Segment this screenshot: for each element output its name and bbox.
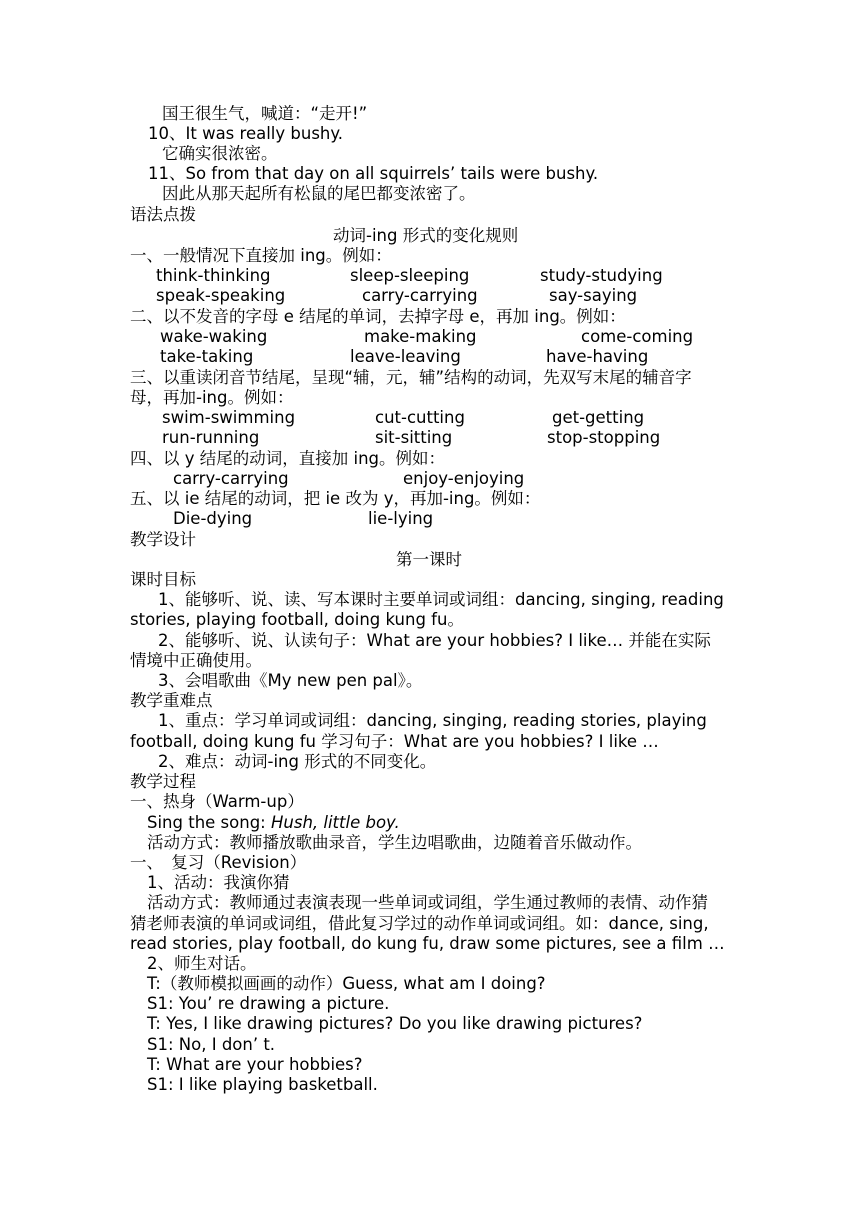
activity-line: 活动方式：教师播放歌曲录音，学生边唱歌曲，边随着音乐做动作。 xyxy=(147,833,642,852)
section-heading: 课时目标 xyxy=(130,570,196,589)
focus-line: 2、难点：动词-ing 形式的不同变化。 xyxy=(158,752,437,771)
rule-line: 三、以重读闭音节结尾，呈现“辅，元，辅”结构的动词，先双写末尾的辅音字 xyxy=(130,368,692,387)
rule-line: 二、以不发音的字母 e 结尾的单词，去掉字母 e，再加 ing。例如： xyxy=(130,307,626,326)
dialogue-line: T: Yes, I like drawing pictures? Do you like drawing pictures? xyxy=(147,1014,643,1033)
objective-line: stories, playing football, doing kung fu。 xyxy=(130,610,464,629)
activity-line: 猜老师表演的单词或词组，借此复习学过的动作单词或词组。如：dance, sing, xyxy=(130,914,709,933)
dialogue-line: T: What are your hobbies? xyxy=(147,1055,363,1074)
objective-line: 3、会唱歌曲《My new pen pal》。 xyxy=(158,671,423,690)
rule-line: 一、一般情况下直接加 ing。例如： xyxy=(130,246,392,265)
dialogue-line: S1: I like playing basketball. xyxy=(147,1075,378,1094)
section-heading: 教学设计 xyxy=(130,530,196,549)
focus-line: 1、重点：学习单词或词组：dancing, singing, reading stories, playing xyxy=(158,711,707,730)
objective-line: 情境中正确使用。 xyxy=(130,651,262,670)
song-line: Sing the song: Hush, little boy. xyxy=(147,813,400,832)
activity-line: 1、活动：我演你猜 xyxy=(147,873,290,892)
dialogue-line: S1: No, I don’ t. xyxy=(147,1035,276,1054)
activity-line: read stories, play football, do kung fu, draw some pictures, see a film … xyxy=(130,934,725,953)
story-line: 国王很生气，喊道：“走开!” xyxy=(162,104,368,123)
activity-line: 活动方式：教师通过表演表现一些单词或词组，学生通过教师的表情、动作猜 xyxy=(147,893,708,912)
dialogue-line: T:（教师模拟画画的动作）Guess, what am I doing? xyxy=(147,974,546,993)
story-line: 因此从那天起所有松鼠的尾巴都变浓密了。 xyxy=(162,184,476,203)
focus-line: football, doing kung fu 学习句子：What are you hobbies? I like … xyxy=(130,732,659,751)
section-heading: 教学过程 xyxy=(130,772,196,791)
rule-line: 四、以 y 结尾的动词，直接加 ing。例如： xyxy=(130,449,446,468)
document-page: 国王很生气，喊道：“走开!” 10、It was really bushy. 它确实很浓密。 11、So from that day on all squirrels’ tails were bushy. 因此从那天起所有松鼠的尾巴都变浓密了。 语法点拨 动词-ing 形式的变化规则 一、一般情况下直接加 ing。例如： think-thinking sleep-sleeping study-studying speak-speaking carry-carrying say-saying 二、以不发音的字母 e 结尾的单词，去掉字母 e，再加 ing。例如： wake-waking make-making come-coming take-taking leave-leaving have-having 三、以重读闭音节结尾，呈现“辅，元，辅”结构的动词，先双写末尾的辅音字 母，再加-ing。例如： swim-swimming cut-cutting get-getting run-running sit-sitting stop-stopping 四、以 y 结尾的动词，直接加 ing。例如： carry-carrying enjoy-enjoying 五、以 ie 结尾的动词，把 ie 改为 y，再加-ing。例如： Die-dying lie-lying 教学设计 第一课时 课时目标 1、能够听、说、读、写本课时主要单词或词组：dancing, singing, reading stories, playing football, doing kung fu。 2、能够听、说、认读句子：What are your hobbies? I like… 并能在实际 情境中正确使用。 3、会唱歌曲《My new pen pal》。 教学重难点 1、重点：学习单词或词组：dancing, singing, reading stories, playing football, doing kung fu 学习句子：What are you hobbies? I like … 2、难点：动词-ing 形式的不同变化。 教学过程 一、热身（Warm-up） Sing the song: Hush, little boy. 活动方式：教师播放歌曲录音，学生边唱歌曲，边随着音乐做动作。 一、 复习（Revision） 1、活动：我演你猜 活动方式：教师通过表演表现一些单词或词组，学生通过教师的表情、动作猜 猜老师表演的单词或词组，借此复习学过的动作单词或词组。如：dance, sing, read stories, play football, do kung fu, draw some pictures, see a film … 2、师生对话。 T:（教师模拟画画的动作）Guess, what am I doing? S1: You’ re drawing a picture. T: Yes, I like drawing pictures? Do you like drawing pictures? S1: No, I don’ t. T: What are your hobbies? S1: I like playing basketball. xyxy=(130,104,725,1094)
activity-line: 2、师生对话。 xyxy=(147,954,257,973)
section-heading: 教学重难点 xyxy=(130,691,213,710)
grammar-title: 动词-ing 形式的变化规则 xyxy=(333,226,519,245)
story-line: 11、So from that day on all squirrels’ tails were bushy. xyxy=(148,164,599,183)
objective-line: 2、能够听、说、认读句子：What are your hobbies? I like… 并能在实际 xyxy=(158,631,711,650)
step-heading: 一、热身（Warm-up） xyxy=(130,792,304,811)
section-heading: 语法点拨 xyxy=(130,205,196,224)
rule-line: 母，再加-ing。例如： xyxy=(130,388,294,407)
story-line: 10、It was really bushy. xyxy=(148,124,344,143)
story-line: 它确实很浓密。 xyxy=(162,144,278,163)
objective-line: 1、能够听、说、读、写本课时主要单词或词组：dancing, singing, reading xyxy=(158,590,724,609)
step-heading: 一、 复习（Revision） xyxy=(130,853,307,872)
rule-line: 五、以 ie 结尾的动词，把 ie 改为 y，再加-ing。例如： xyxy=(130,489,541,508)
dialogue-line: S1: You’ re drawing a picture. xyxy=(147,994,390,1013)
lesson-title: 第一课时 xyxy=(396,550,462,569)
song-title: Hush, little boy. xyxy=(270,813,400,832)
